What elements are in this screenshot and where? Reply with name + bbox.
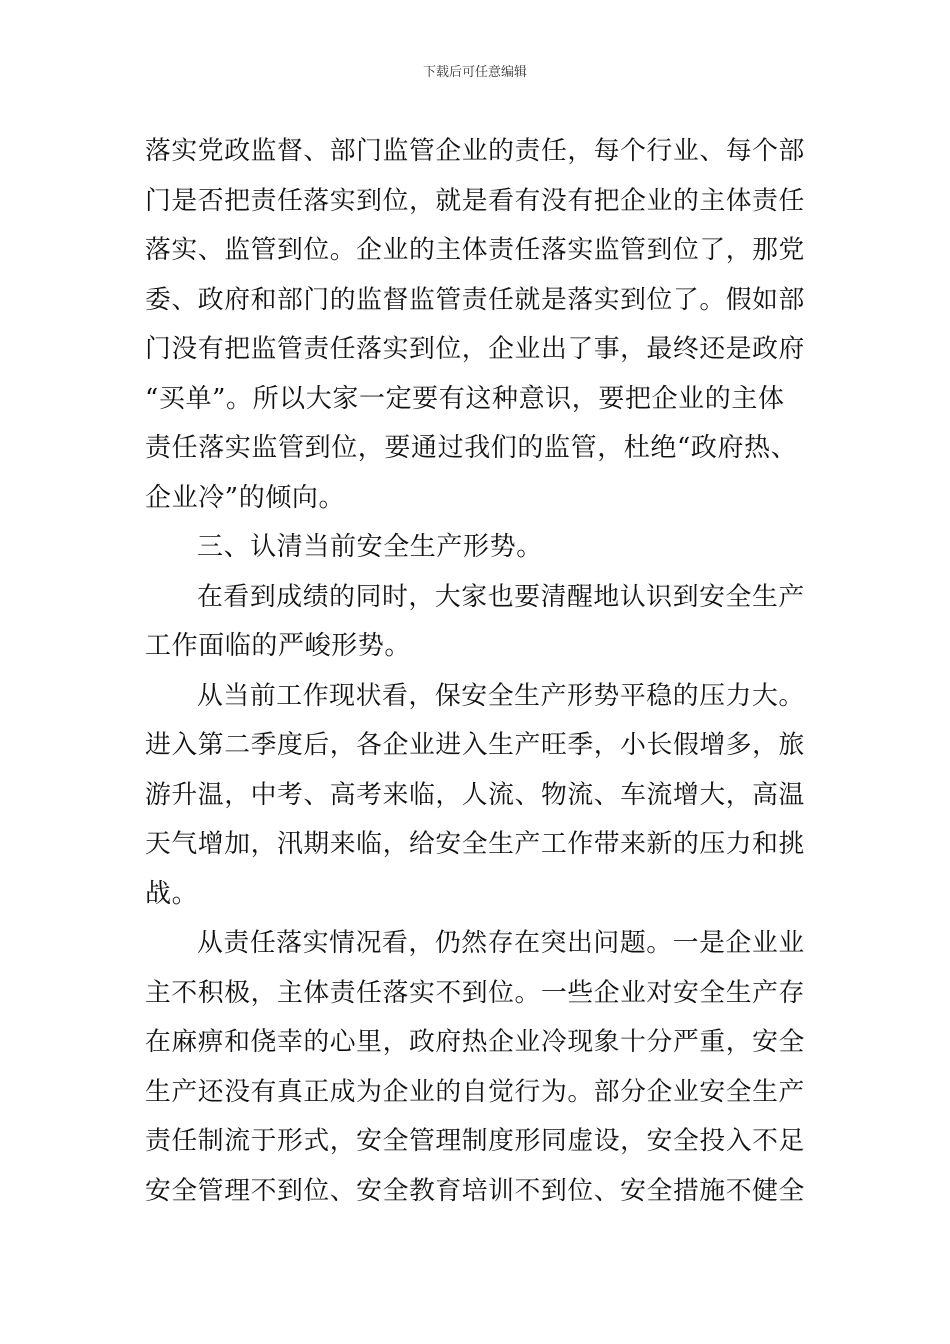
text-line: “买单”。所以大家一定要有这种意识，要把企业的主体 [145, 383, 785, 414]
text-line: 门是否把责任落实到位，就是看有没有把企业的主体责任 [145, 185, 805, 216]
text-line: 进入第二季度后，各企业进入生产旺季，小长假增多，旅 [145, 730, 805, 760]
text-line: 从当前工作现状看，保安全生产形势平稳的压力大。 [197, 680, 805, 711]
text-line: 委、政府和部门的监督监管责任就是落实到位了。假如部 [145, 284, 805, 315]
text-line: 三、认清当前安全生产形势。 [197, 532, 543, 562]
text-line: 责任落实监管到位，要通过我们的监管，杜绝“政府热、 [145, 433, 798, 463]
text-line: 安全管理不到位、安全教育培训不到位、安全措施不健全 [145, 1175, 805, 1206]
text-line: 落实、监管到位。企业的主体责任落实监管到位了，那党 [145, 235, 805, 265]
text-line: 企业冷”的倾向。 [145, 482, 346, 513]
text-line: 门没有把监管责任落实到位，企业出了事，最终还是政府 [145, 334, 805, 364]
text-line: 战。 [145, 878, 199, 909]
text-line: 责任制流于形式，安全管理制度形同虚设，安全投入不足 [145, 1126, 805, 1156]
text-line: 主不积极，主体责任落实不到位。一些企业对安全生产存 [145, 977, 805, 1008]
text-line: 工作面临的严峻形势。 [145, 631, 412, 661]
text-line: 从责任落实情况看，仍然存在突出问题。一是企业业 [197, 928, 805, 958]
page-header: 下载后可任意编辑 [422, 65, 527, 80]
text-line: 天气增加，汛期来临，给安全生产工作带来新的压力和挑 [145, 829, 805, 859]
text-line: 落实党政监督、部门监管企业的责任，每个行业、每个部 [145, 136, 805, 166]
document-body [145, 127, 805, 1216]
text-line: 在麻痹和侥幸的心里，政府热企业冷现象十分严重，安全 [145, 1027, 805, 1057]
text-line: 生产还没有真正成为企业的自觉行为。部分企业安全生产 [145, 1076, 805, 1107]
text-line: 游升温，中考、高考来临，人流、物流、车流增大，高温 [145, 779, 805, 810]
text-line: 在看到成绩的同时，大家也要清醒地认识到安全生产 [197, 581, 805, 612]
